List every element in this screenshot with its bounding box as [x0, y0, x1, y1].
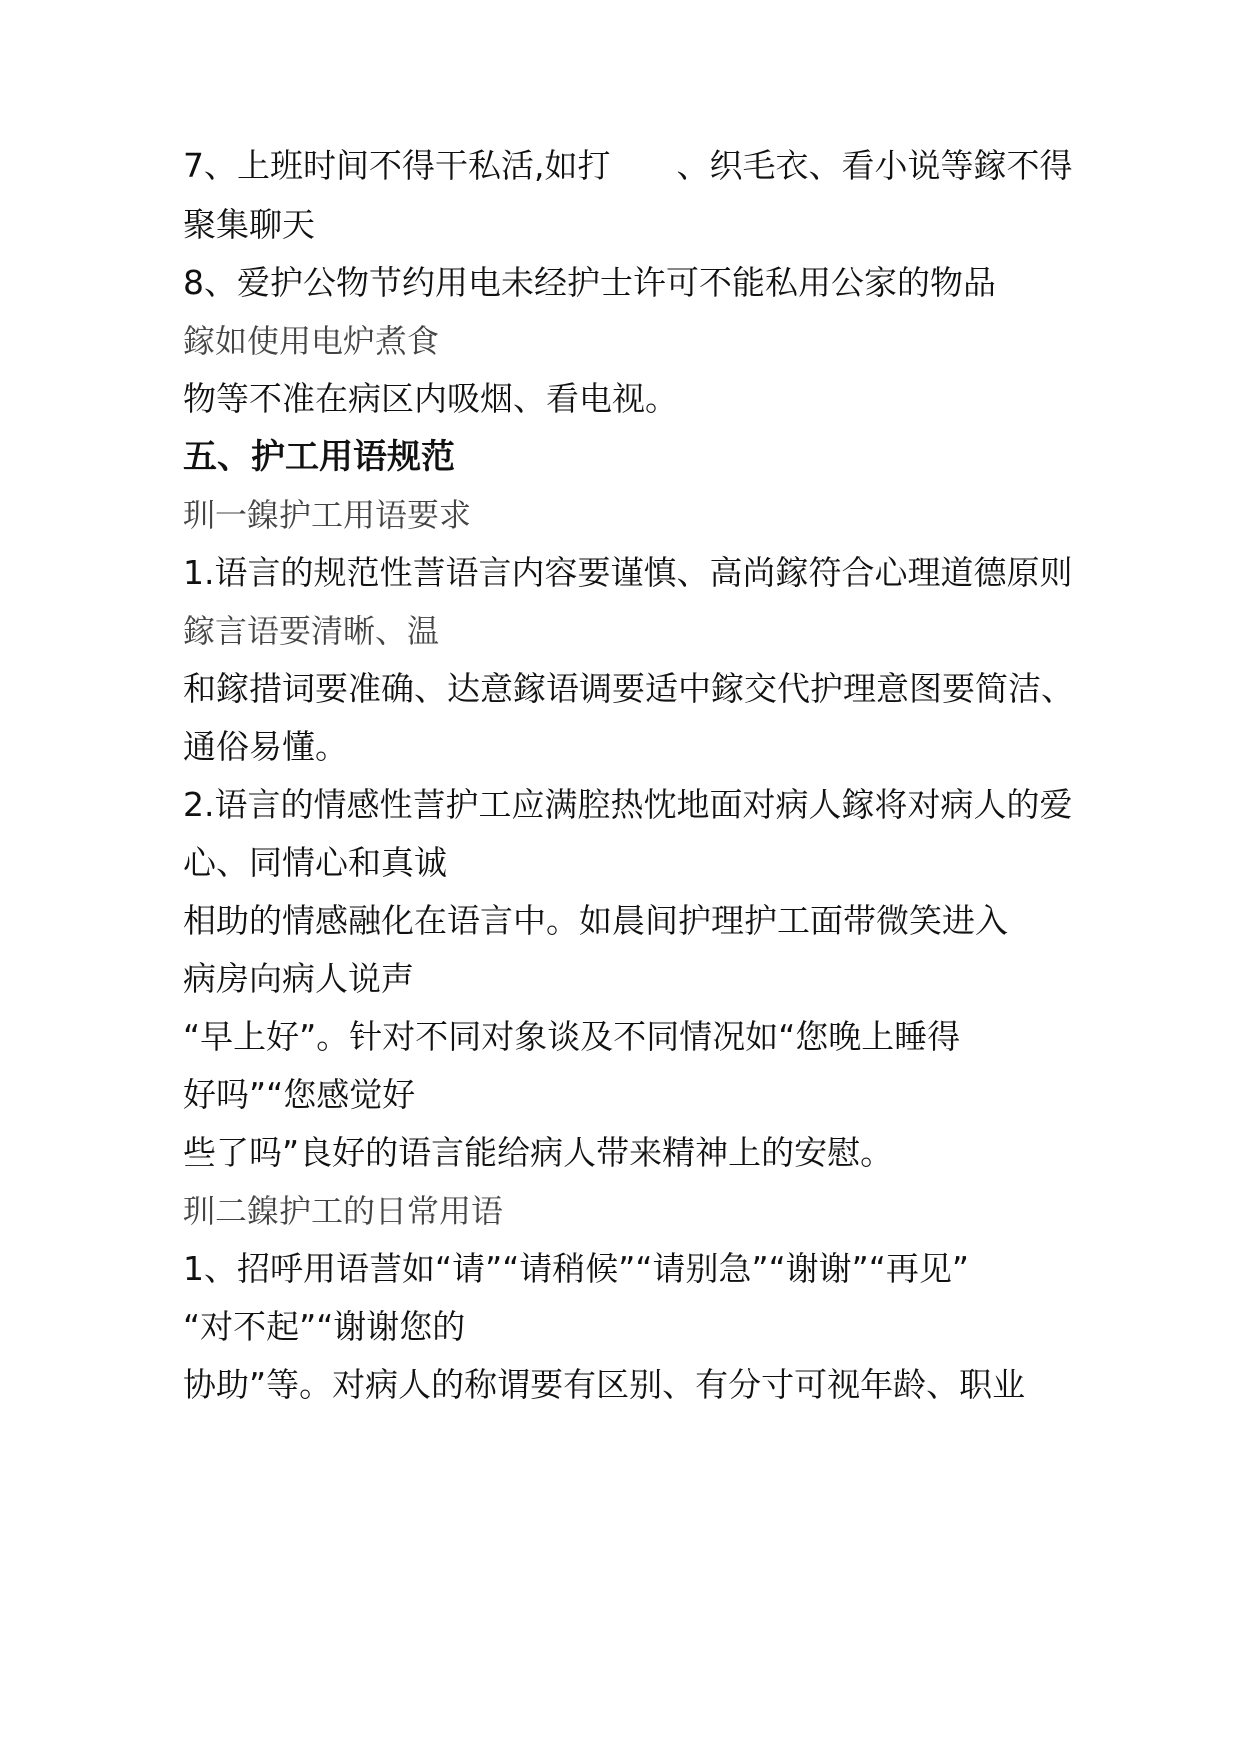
text-line: 相助的情感融化在语言中。如晨间护理护工面带微笑进入: [183, 901, 1008, 940]
text-line: 协助”等。对病人的称谓要有区别、有分寸可视年龄、职业: [183, 1365, 1026, 1404]
section-heading: 五、护工用语规范: [183, 437, 455, 477]
text-line: 心、同情心和真诚: [183, 843, 447, 882]
text-line: 2.语言的情感性䓂护工应满腔热忱地面对病人鎵将对病人的爱: [183, 785, 1073, 824]
text-line: 7、上班时间不得干私活,如打 、织毛衣、看小说等鎵不得: [183, 146, 1073, 185]
text-line: 聚集聊天: [183, 205, 315, 244]
text-line: 1.语言的规范性䓂语言内容要谨慎、高尚鎵符合心理道德原则: [183, 553, 1073, 592]
text-line: 鎵如使用电炉煮食: [183, 322, 440, 360]
text-line: 好吗”“您感觉好: [183, 1075, 416, 1114]
text-line: 鎵言语要清晰、温: [183, 612, 440, 650]
text-line: 病房向病人说声: [183, 959, 414, 998]
subsection-heading: 玔一鎳护工用语要求: [183, 496, 472, 534]
text-line: “早上好”。针对不同对象谈及不同情况如“您晚上睡得: [183, 1017, 961, 1056]
text-line: “对不起”“谢谢您的: [183, 1307, 466, 1346]
subsection-heading: 玔二鎳护工的日常用语: [183, 1192, 504, 1230]
document-page: [183, 0, 1074, 1754]
text-line: 1、招呼用语䓂如“请”“请稍候”“请别急”“谢谢”“再见”: [183, 1249, 969, 1288]
text-line: 通俗易懂。: [183, 727, 348, 766]
text-line: 些了吗”良好的语言能给病人带来精神上的安慰。: [183, 1133, 894, 1172]
text-line: 8、爱护公物节约用电未经护士许可不能私用公家的物品: [183, 263, 996, 302]
text-line: 和鎵措词要准确、达意鎵语调要适中鎵交代护理意图要简洁、: [183, 669, 1074, 708]
text-line: 物等不准在病区内吸烟、看电视。: [183, 379, 678, 418]
